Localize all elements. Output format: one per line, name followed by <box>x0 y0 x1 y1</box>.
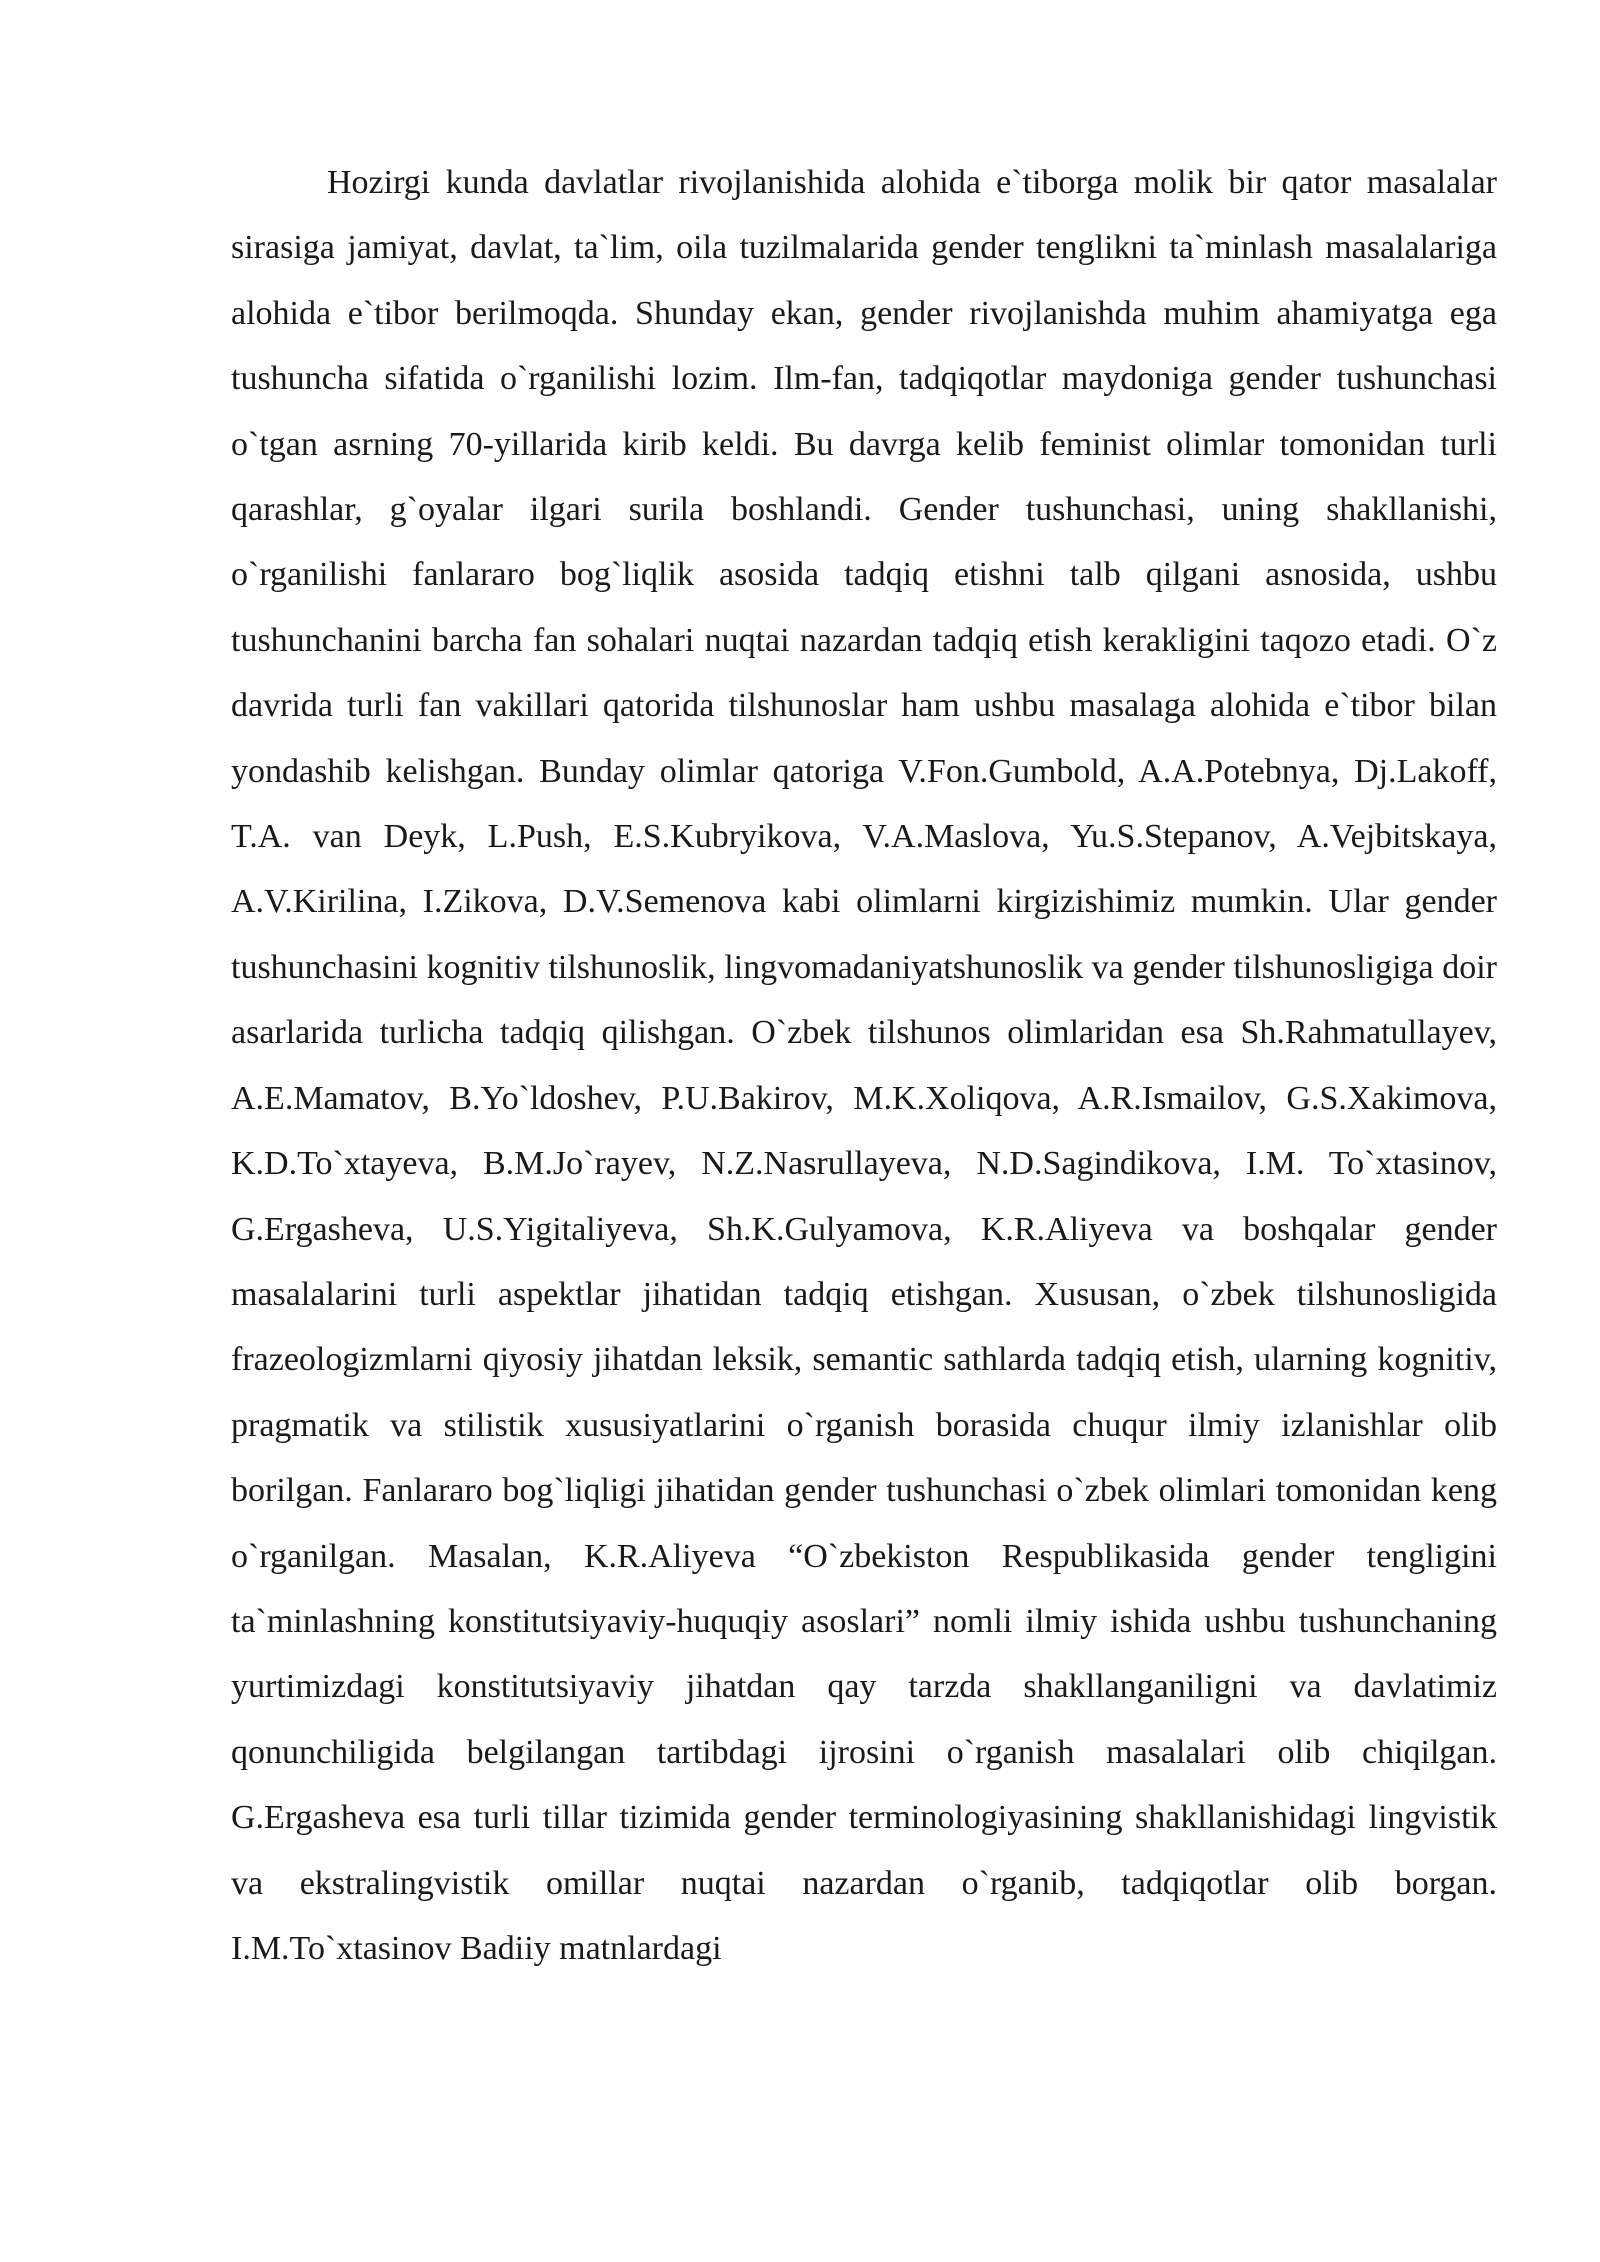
body-paragraph: Hozirgi kunda davlatlar rivojlanishida alohida e`tiborga molik bir qator masalalar sirasiga jamiyat, davlat, ta`lim, oila tuzilmalarida gender tenglikni ta`minlash masalalariga alohida e`tibor berilmoqda. Shunday ekan, gender rivojlanishda muhim ahamiyatga ega tushuncha sifatida o`rganilishi lozim. Ilm-fan, tadqiqotlar maydoniga gender tushunchasi o`tgan asrning 70-yillarida kirib keldi. Bu davrga kelib feminist olimlar tomonidan turli qarashlar, g`oyalar ilgari surila boshlandi. Gender tushunchasi, uning shakllanishi, o`rganilishi fanlararo bog`liqlik asosida tadqiq etishni talb qilgani asnosida, ushbu tushunchanini barcha fan sohalari nuqtai nazardan tadqiq etish kerakligini taqozo etadi. O`z davrida turli fan vakillari qatorida tilshunoslar ham ushbu masalaga alohida e`tibor bilan yondashib kelishgan. Bunday olimlar qatoriga V.Fon.Gumbold, A.A.Potebnya, Dj.Lakoff, T.A. van Deyk, L.Push, E.S.Kubryikova, V.A.Maslova, Yu.S.Stepanov, A.Vejbitskaya, A.V.Kirilina, I.Zikova, D.V.Semenova kabi olimlarni kirgizishimiz mumkin. Ular gender tushunchasini kognitiv tilshunoslik, lingvomadaniyatshunoslik va gender tilshunosligiga doir asarlarida turlicha tadqiq qilishgan. O`zbek tilshunos olimlaridan esa Sh.Rahmatullayev, A.E.Mamatov, B.Yo`ldoshev, P.U.Bakirov, M.K.Xoliqova, A.R.Ismailov, G.S.Xakimova, K.D.To`xtayeva, B.M.Jo`rayev, N.Z.Nasrullayeva, N.D.Sagindikova, I.M. To`xtasinov, G.Ergasheva, U.S.Yigitaliyeva, Sh.K.Gulyamova, K.R.Aliyeva va boshqalar gender masalalarini turli aspektlar jihatidan tadqiq etishgan. Xususan, o`zbek tilshunosligida frazeologizmlarni qiyosiy jihatdan leksik, semantic sathlarda tadqiq etish, ularning kognitiv, pragmatik va stilistik xususiyatlarini o`rganish borasida chuqur ilmiy izlanishlar olib borilgan. Fanlararo bog`liqligi jihatidan gender tushunchasi o`zbek olimlari tomonidan keng o`rganilgan. Masalan, K.R.Aliyeva “O`zbekiston Respublikasida gender tengligini ta`minlashning konstitutsiyaviy-huquqiy asoslari” nomli ilmiy ishida ushbu tushunchaning yurtimizdagi konstitutsiyaviy jihatdan qay tarzda shakllanganiligni va davlatimiz qonunchiligida belgilangan tartibdagi ijrosini o`rganish masalalari olib chiqilgan. G.Ergasheva esa turli tillar tizimida gender terminologiyasining shakllanishidagi lingvistik va ekstralingvistik omillar nuqtai nazardan o`rganib, tadqiqotlar olib borgan. I.M.To`xtasinov Badiiy matnlardagi <box>231 164 1497 1967</box>
